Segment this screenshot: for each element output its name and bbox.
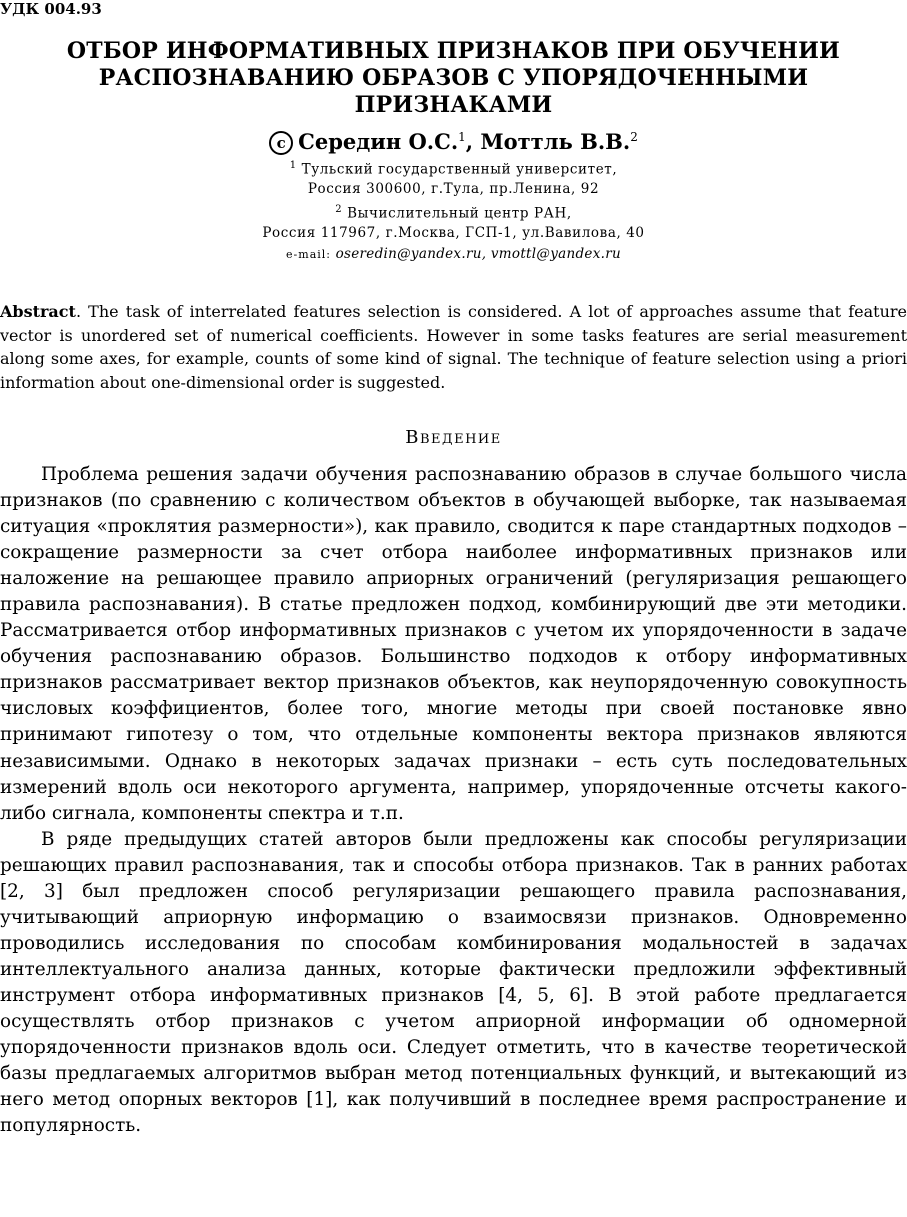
abstract-text: . The task of interrelated features selection is considered. A lot of approaches assume that feature vector is unordered set of numerical coefficients. However in some tasks features are serial measurement along some axes, for example, counts of some kind of signal. The technique of feature selection using a priori information about one-dimensional order is suggested. <box>0 302 907 392</box>
affiliation-line <box>0 200 907 224</box>
affil-text: Тульский государственный университет, <box>301 161 618 178</box>
title-line: ОТБОР ИНФОРМАТИВНЫХ ПРИЗНАКОВ ПРИ ОБУЧЕНИИ <box>66 38 841 64</box>
affil-text: Вычислительный центр РАН, <box>347 205 572 221</box>
affil-mark: 1 <box>289 160 297 171</box>
body-text <box>0 462 907 1139</box>
email-label: e-mail: <box>286 248 331 261</box>
email-line <box>0 246 907 262</box>
title-line: ПРИЗНАКАМИ <box>354 92 553 118</box>
section-heading: Введение <box>405 427 502 448</box>
affil-mark: 2 <box>335 203 343 215</box>
paragraph: В ряде предыдущих статей авторов были предложены как способы регуляризации решающих правил распознавания, так и способы отбора признаков. Так в ранних работах [2, 3] был предложен способ регуляризации решающего правила распознавания, учитывающий априорную информацию о взаимосвязи признаков. Одновременно проводились исследования по способам комбинирования модальностей в задачах интеллектуального анализа данных, которые фактически предложили эффективный инструмент отбора информативных признаков [4, 5, 6]. В этой работе предлагается осуществлять отбор признаков с учетом априорной информации об одномерной упорядоченности признаков вдоль оси. Следует отметить, что в качестве теоретической базы предлагаемых алгоритмов выбран метод потенциальных функций, и вытекающий из него метод опорных векторов [1], как получивший в последнее время распространение и популярность. <box>0 828 907 1137</box>
copyright-icon: c <box>269 131 293 155</box>
abstract-label: Abstract <box>0 302 76 321</box>
paper-title <box>0 38 907 119</box>
affiliation-line <box>0 180 907 200</box>
author-separator: , <box>465 129 481 154</box>
paragraph: Проблема решения задачи обучения распознаванию образов в случае большого числа признаков (по сравнению с количеством объектов в обучающей выборке, так называемая ситуация «проклятия размерности»), как правило, сводится к паре стандартных подходов – сокращение размерности за счет отбора наиболее информативных признаков или наложение на решающее правило априорных ограничений (регуляризация решающего правила распознавания). В статье предложен подход, комбинирующий две эти методики. Рассматривается отбор информативных признаков с учетом их упорядоченности в задаче обучения распознаванию образов. Большинство подходов к отбору информативных признаков рассматривает вектор признаков объектов, как неупорядоченную совокупность числовых коэффициентов, более того, многие методы при своей постановке явно принимают гипотезу о том, что отдельные компоненты вектора признаков являются независимыми. Однако в некоторых задачах признаки – есть суть последовательных измерений вдоль оси некоторого аргумента, например, упорядоченные отсчеты какого-либо сигнала, компоненты спектра и т.п. <box>0 464 907 824</box>
affiliations <box>0 156 907 243</box>
author-name: Середин О.С. <box>298 129 459 154</box>
author-name: Моттль В.В. <box>480 129 631 154</box>
udk-code: УДК 004.93 <box>0 0 102 18</box>
abstract <box>0 300 907 394</box>
affiliation-line <box>0 224 907 244</box>
author-affil-mark: 1 <box>458 130 466 144</box>
affil-text: Россия 117967, г.Москва, ГСП-1, ул.Вавилова, 40 <box>262 224 645 241</box>
author-affil-mark: 2 <box>630 130 638 144</box>
authors-line <box>0 124 907 155</box>
email-addresses[interactable]: oseredin@yandex.ru, vmottl@yandex.ru <box>335 246 621 262</box>
affil-text: Россия 300600, г.Тула, пр.Ленина, 92 <box>307 181 600 197</box>
title-line: РАСПОЗНАВАНИЮ ОБРАЗОВ С УПОРЯДОЧЕННЫМИ <box>98 65 809 91</box>
affiliation-line <box>0 156 907 180</box>
